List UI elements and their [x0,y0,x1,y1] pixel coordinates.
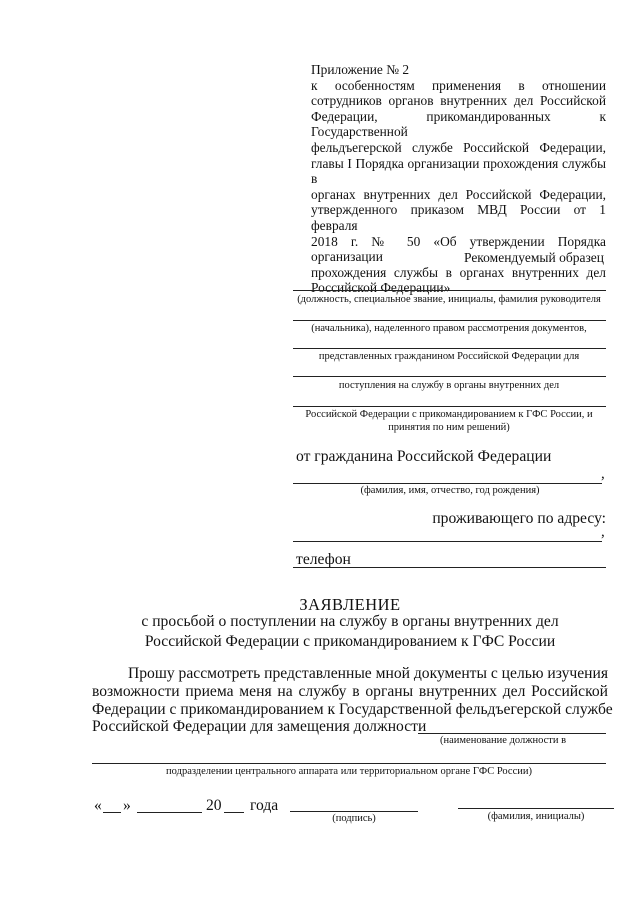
addressee-caption: принятия по ним решений) [388,422,510,433]
annex-line: сотрудников органов внутренних дел Российской [311,93,606,109]
name-comma: , [601,466,605,482]
annex-line: органах внутренних дел Российской Федерации, [311,186,606,202]
addressee-caption: Российской Федерации с прикомандированием к ГФС России, и [305,409,593,420]
position-line [92,763,606,764]
addressee-caption: (должность, специальное звание, инициалы, фамилия руководителя [297,294,601,305]
recommended-sample-label: Рекомендуемый образец [463,250,604,265]
name-line [293,483,602,484]
from-citizen-label: от гражданина Российской Федерации [296,448,552,465]
addressee-line [293,376,606,377]
phone-label: телефон [296,551,351,568]
address-line [293,541,602,542]
annex-line: главы I Порядка организации прохождения службы в [311,155,606,187]
phone-line [293,567,606,568]
address-comma: , [601,524,605,540]
addressee-line [293,320,606,321]
annex-title: Приложение № 2 [311,62,410,77]
annex-line: к особенностям применения в отношении [311,77,606,93]
annex-line: прохождения службы в органах внутренних дел [311,264,606,280]
body-line: Российской Федерации для замещения должности [92,718,427,735]
surname-caption: (фамилия, инициалы) [487,811,585,822]
signature-caption: (подпись) [332,813,376,824]
annex-line: 2018 г. № 50 «Об утверждении Порядка организации [311,233,606,265]
position-caption: (наименование должности в [440,735,567,746]
date-year-word: года [250,797,279,814]
addressee-line [293,406,606,407]
addressee-line [293,290,606,291]
residing-label: проживающего по адресу: [432,510,606,527]
day-line [103,812,121,813]
body-line: Федерации с прикомандированием к Государственной фельдъегерской службе [92,700,613,718]
heading-line: с просьбой о поступлении на службу в органы внутренних дел [141,613,559,630]
annex-line: фельдъегерской службе Российской Федерации, [311,139,606,155]
addressee-line [293,348,606,349]
body-line: Прошу рассмотреть представленные мной документы с целью изучения [128,665,608,682]
date-close-quote: » [123,797,131,814]
position-caption: подразделении центрального аппарата или территориальном органе ГФС России) [166,766,532,777]
date-open-quote: « [94,797,102,814]
signature-line [290,811,418,812]
heading-line: Российской Федерации с прикомандированием к ГФС России [144,633,556,650]
body-paragraph [92,665,613,718]
position-line [418,733,606,734]
addressee-caption: поступления на службу в органы внутренних дел [338,380,560,391]
surname-line [458,808,614,809]
document-title: ЗАЯВЛЕНИЕ [299,595,401,614]
name-caption: (фамилия, имя, отчество, год рождения) [360,485,540,496]
year-line [224,812,244,813]
addressee-caption: (начальника), наделенного правом рассмотрения документов, [311,323,587,334]
annex-line: Федерации, прикомандированных к Государственной [311,108,606,140]
annex-line: утвержденного приказом МВД России от 1 февраля [311,202,606,233]
date-century: 20 [206,797,222,814]
month-line [137,812,202,813]
addressee-caption: представленных гражданином Российской Федерации для [318,351,580,362]
body-line: возможности приема меня на службу в органы внутренних дел Российской [92,682,608,700]
annex-last-line: Российской Федерации» [311,280,451,296]
